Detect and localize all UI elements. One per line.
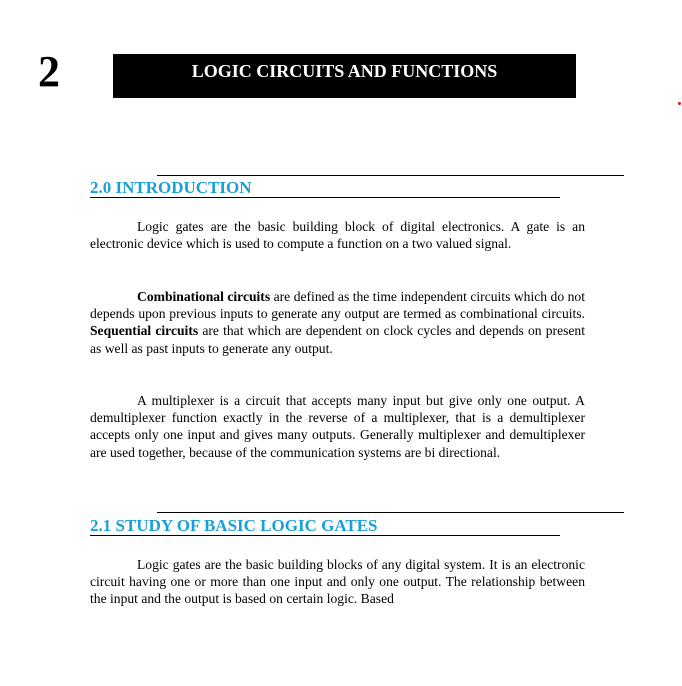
paragraph-logic-gates-intro: Logic gates are the basic building block of digital electronics. A gate is an electronic device which is used to compute a function on a two valued signal. bbox=[90, 219, 585, 252]
chapter-number: 2 bbox=[38, 47, 60, 96]
chapter-title-banner: LOGIC CIRCUITS AND FUNCTIONS bbox=[113, 54, 576, 98]
section-top-rule bbox=[157, 512, 624, 513]
term-sequential-circuits: Sequential circuits bbox=[90, 323, 199, 339]
section-heading-underline bbox=[90, 535, 560, 536]
paragraph-basic-logic-gates: Logic gates are the basic building blocks of any digital system. It is an electronic circuit having one or more than one input and only one output. The relationship between the input and the output is based on certain logic. Based bbox=[90, 557, 585, 607]
sequential-definition: are that which are dependent on clock cycles and depends on present as well as past inputs to generate any output. bbox=[90, 323, 585, 356]
section-heading-underline bbox=[90, 197, 560, 198]
section-top-rule bbox=[157, 175, 624, 176]
section-heading-introduction: 2.0 INTRODUCTION bbox=[90, 178, 252, 197]
term-combinational-circuits: Combinational circuits bbox=[137, 289, 271, 304]
combinational-definition: are defined as the time independent circuits which do not depends upon previous inputs to generate any output are termed as combinational circuits. bbox=[90, 289, 585, 322]
paragraph-multiplexer: A multiplexer is a circuit that accepts many input but give only one output. A demultiplexer function exactly in the reverse of a multiplexer, that is a demultiplexer accepts only one input and gives many outputs. Generally multiplexer and demultiplexer are used together, because of the communication systems are bi directional. bbox=[90, 393, 585, 460]
red-dot-mark bbox=[678, 102, 681, 105]
paragraph-combinational-sequential bbox=[90, 288, 585, 357]
section-heading-basic-logic-gates: 2.1 STUDY OF BASIC LOGIC GATES bbox=[90, 516, 378, 535]
